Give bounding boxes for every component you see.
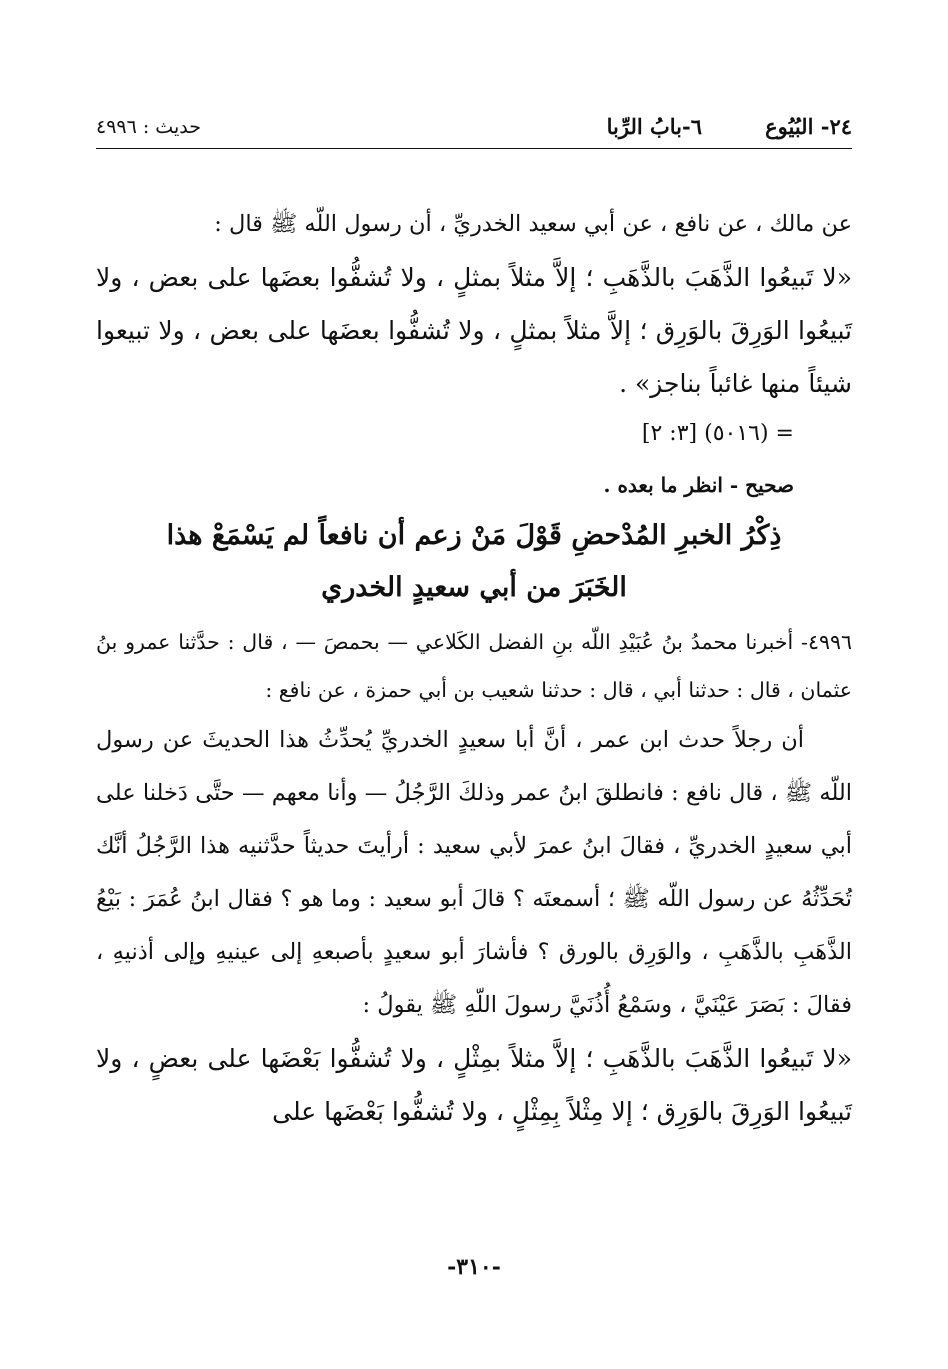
section-heading-line-1: ذِكْرُ الخبرِ المُدْحضِ قَوْلَ مَنْ زعم أن نافعاً لم يَسْمَعْ هذا — [166, 520, 782, 551]
hadith-number-label: حديث : ٤٩٩٦ — [96, 116, 201, 138]
hadith-quote-1: «لا تَبيعُوا الذَّهَبَ بالذَّهَبِ ؛ إلاَّ مثلاً بمثلٍ ، ولا تُشفُّوا بعضَها على بعض ، ولا تَبيعُوا الوَرِقَ بالوَرِق ؛ إلاَّ مثلاً بمثلٍ ، ولا تُشفُّوا بعضَها على بعض ، ولا تبيعوا شيئاً منها غائباً بناجز» . — [96, 263, 852, 398]
hadith-grade: صحيح - انظر ما بعده . — [603, 473, 794, 497]
paragraph-isnad-1: عن مالك ، عن نافع ، عن أبي سعيد الخدريِّ ، أن رسول اللّه ﷺ قال : — [214, 211, 852, 237]
paragraph-matn: أن رجلاً حدث ابن عمر ، أنَّ أبا سعيدٍ الخدريِّ يُحدِّثُ هذا الحديثَ عن رسول اللّه ﷺ ، قال نافع : فانطلقَ ابنُ عمر وذلكَ الرَّجُلُ — وأنا معهم — حتَّى دَخلنا على أبي سعيدٍ الخدريِّ ، فقالَ ابنُ عمرَ لأبي سعيد : أرأيتَ حديثاً حدَّثنيه هذا الرَّجُلُ أنَّك تُحَدِّثُهُ عن رسول اللّه ﷺ ؛ أسمعتَه ؟ قالَ أبو سعيد : وما هو ؟ فقال ابنُ عُمَرَ : بَيْعُ الذَّهَبِ بالذَّهَبِ ، والوَرِق بالورق ؟ فأشارَ أبو سعيدٍ بأصبعهِ إلى عينيهِ وإلى أذنيهِ ، فقالَ : بَصَرَ عَيْنَيَّ ، وسَمْعُ أُذُنَيَّ رسولَ اللّهِ ﷺ يقولُ : — [96, 727, 852, 1018]
section-heading — [96, 510, 852, 614]
hadith-quote-2: «لا تَبيعُوا الذَّهَبَ بالذَّهَبِ ؛ إلاَّ مثلاً بمِثْلٍ ، ولا تُشفُّوا بَعْضَها على بعضٍ ، ولا تَبيعُوا الوَرِقَ بالوَرِق ؛ إلا مِثْلاً بِمِثْلٍ ، ولا تُشفُّوا بَعْضَها على — [96, 1044, 852, 1126]
cross-reference: = (٥٠١٦) [٣: ٢] — [641, 421, 794, 446]
section-heading-line-2: الخَبَرَ من أبي سعيدٍ الخدري — [321, 572, 627, 603]
paragraph-isnad-2: ٤٩٩٦- أخبرنا محمدُ بنُ عُبَيْدِ اللّه بنِ الفضل الكَلاعي — بحمصَ — ، قال : حدَّثنا عمرو بنُ عثمان ، قال : حدثنا أبي ، قال : حدثنا شعيب بن أبي حمزة ، عن نافع : — [96, 630, 852, 702]
page-number: -٣١٠- — [447, 1254, 501, 1280]
page-body — [96, 198, 852, 1138]
page-header — [96, 112, 852, 149]
bab-title: ٦-بابُ الرِّبا — [606, 114, 702, 139]
chapter-title: ٢٤- البُيُوع — [765, 114, 852, 139]
